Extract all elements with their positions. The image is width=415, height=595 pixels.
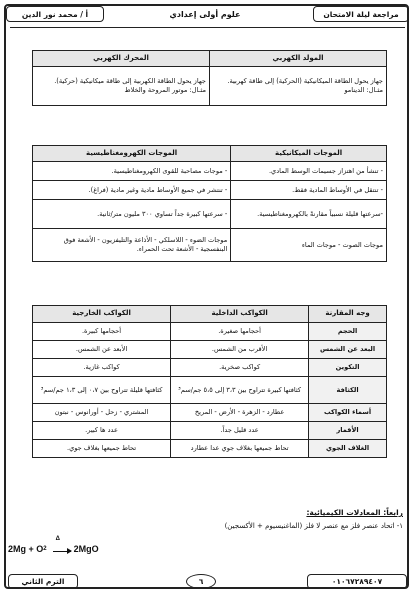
table-cell: كواكب غازية.	[33, 359, 171, 377]
header-divider	[10, 27, 405, 28]
header-teacher: أ / محمد نور الدين	[6, 6, 104, 22]
row-header: البعد عن الشمس	[309, 341, 387, 359]
column-header: وجه المقارنة	[309, 306, 387, 323]
section-title: رابعاً: المعادلات الكيميائية:	[306, 508, 403, 517]
table-cell: عدد ها كبير.	[33, 422, 171, 440]
chemical-equation	[8, 536, 99, 554]
table-header-row	[33, 146, 387, 162]
table-cell: جهاز يحول الطاقة الكهربية إلى طاقة ميكانيكية (حركية). مثـال: موتور المروحة والخلاط	[33, 67, 210, 106]
table-cell: - تنشأ من اهتزاز جسيمات الوسط المادي.	[231, 162, 387, 181]
table-row	[33, 440, 387, 458]
table-row	[33, 377, 387, 404]
planets-table	[32, 305, 387, 458]
table-cell: الأبعد عن الشمس.	[33, 341, 171, 359]
equation-item: ١- اتحاد عنصر فلز مع عنصر لا فلز (الماغنيسيوم + الأكسجين)	[224, 522, 403, 530]
table-row	[33, 323, 387, 341]
heat-symbol: Δ	[55, 536, 60, 542]
arrow-icon	[53, 551, 71, 552]
table-row	[33, 341, 387, 359]
table-cell: أحجامها صغيرة.	[171, 323, 309, 341]
table-cell: موجات الضوء - اللاسلكي - الأذاعة والتليفزيون - الأشعة فوق البنفسجية - الأشعة تحت الحمراء.	[33, 229, 231, 262]
table-cell: موجات الصوت - موجات الماء	[231, 229, 387, 262]
table-cell: - سرعتها كبيرة جداً تساوي ٣٠٠ مليون متر/ثانية.	[33, 200, 231, 229]
table-row	[33, 422, 387, 440]
footer-page-number: ٦	[186, 574, 216, 589]
table-cell: كثافتها كبيرة تتراوح بين ٣،٣ إلى ٥،٥ جم/سم³	[171, 377, 309, 404]
table-row	[33, 404, 387, 422]
row-header: التكوين	[309, 359, 387, 377]
table-row	[33, 162, 387, 181]
generator-motor-table	[32, 50, 387, 106]
table-header-row	[33, 51, 387, 67]
reaction-arrow	[50, 536, 74, 554]
table-cell: -سرعتها قليلة نسبياً مقارنةً بالكهرومغناطيسية.	[231, 200, 387, 229]
row-header: الغلاف الجوي	[309, 440, 387, 458]
row-header: الأقمار	[309, 422, 387, 440]
footer-phone: ٠١٠٦٧٢٨٩٤٠٧	[307, 574, 407, 589]
waves-table	[32, 145, 387, 262]
table-cell: عدد قليل جداً.	[171, 422, 309, 440]
header-title: مراجعة ليلة الامتحان	[313, 6, 409, 22]
table-cell: تحاط جميعها بغلاف جوي عدا عطارد	[171, 440, 309, 458]
header-subject: علوم أولى إعدادي	[169, 9, 241, 19]
table-cell: كواكب صخرية.	[171, 359, 309, 377]
table-row	[33, 229, 387, 262]
table-cell: الأقرب من الشمس.	[171, 341, 309, 359]
table-row	[33, 359, 387, 377]
row-header: أسماء الكواكب	[309, 404, 387, 422]
row-header: الحجم	[309, 323, 387, 341]
table-cell: أحجامها كبيرة.	[33, 323, 171, 341]
equation-reactants: 2Mg + O	[8, 544, 44, 554]
table-row	[33, 200, 387, 229]
equation-subscript: 2	[43, 546, 47, 552]
table-cell: - تنتقل في الأوساط المادية فقط.	[231, 181, 387, 200]
footer-term: الترم الثاني	[8, 574, 78, 589]
table-cell: جهاز يحول الطاقة الميكانيكية (الحركية) إلى طاقة كهربية. مثـال: الدينامو	[210, 67, 387, 106]
table-cell: المشتري - زحل - أورانوس - نبتون	[33, 404, 171, 422]
equation-product: 2MgO	[73, 544, 99, 554]
table-cell: - تنتشر في جميع الأوساط مادية وغير مادية (فراغ).	[33, 181, 231, 200]
table-cell: كثافتها قليلة تتراوح بين ٠،٧ إلى ١،٣ جم/سم³	[33, 377, 171, 404]
column-header: الكواكب الداخلية	[171, 306, 309, 323]
table-row	[33, 181, 387, 200]
table-header-row	[33, 306, 387, 323]
column-header: الموجات الميكانيكية	[231, 146, 387, 162]
column-header: المحرك الكهربي	[33, 51, 210, 67]
row-header: الكثافة	[309, 377, 387, 404]
table-cell: - موجات مصاحبة للقوى الكهرومغناطيسية.	[33, 162, 231, 181]
table-cell: تحاط جميعها بغلاف جوي.	[33, 440, 171, 458]
column-header: الموجات الكهرومغناطيسية	[33, 146, 231, 162]
table-cell: عطارد - الزهرة - الأرض - المريخ	[171, 404, 309, 422]
table-row	[33, 67, 387, 106]
column-header: الكواكب الخارجية	[33, 306, 171, 323]
column-header: المولد الكهربي	[210, 51, 387, 67]
